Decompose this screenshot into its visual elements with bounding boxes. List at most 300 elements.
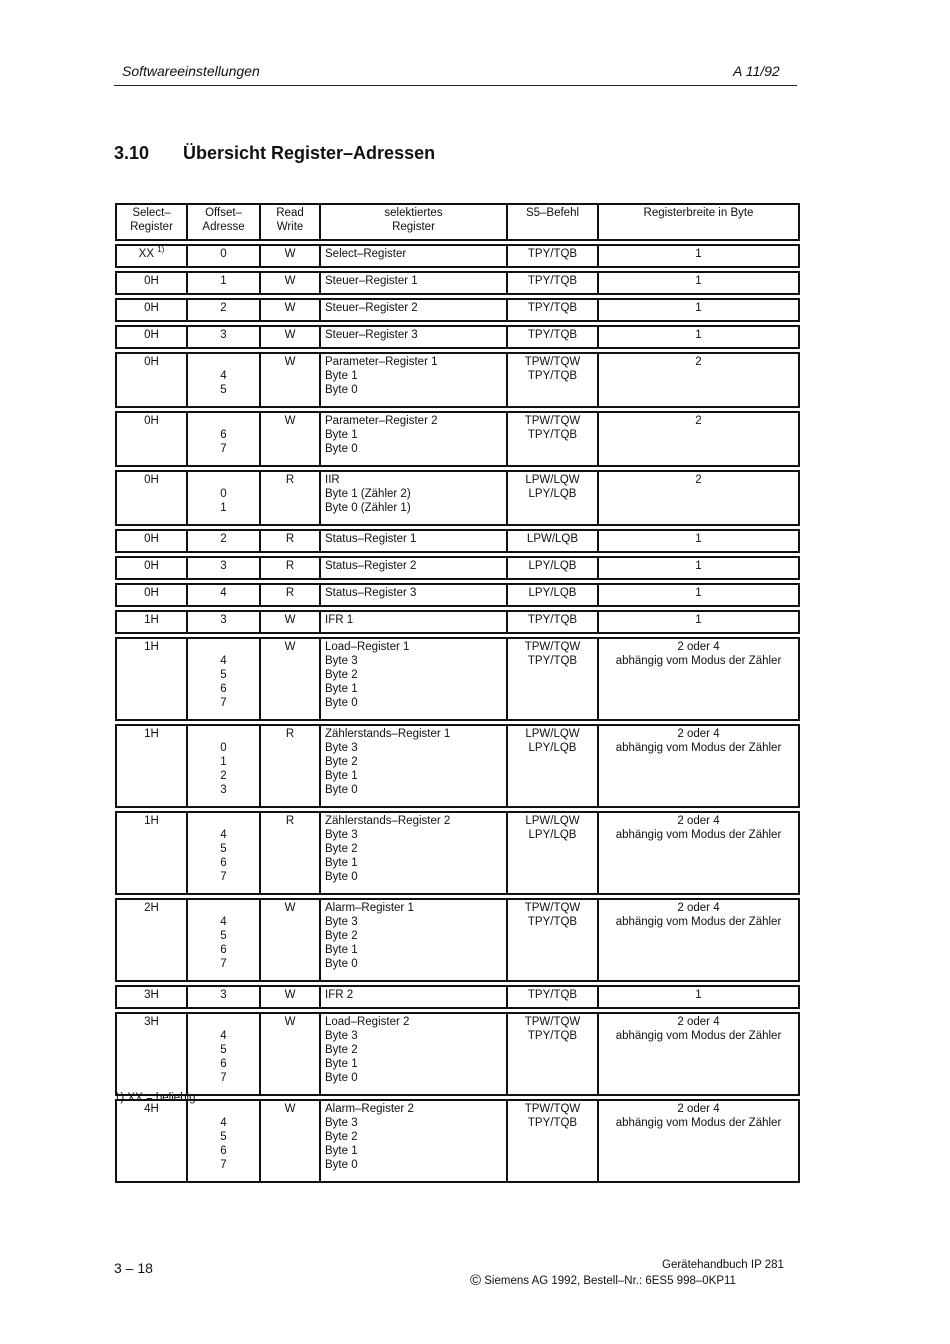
table-row: [115, 411, 800, 467]
cell-line: 2: [695, 356, 702, 368]
cell-register-width: [599, 411, 800, 467]
cell-select-register: [115, 1012, 188, 1096]
cell-line: 2: [220, 770, 227, 782]
cell-line: Byte 0: [325, 784, 358, 796]
cell-line: 7: [220, 697, 227, 709]
cell-selected-register: [321, 1012, 508, 1096]
cell-line: [191, 414, 256, 428]
cell-s5-command: [508, 470, 599, 526]
cell-line: 2: [695, 415, 702, 427]
cell-line: [191, 1102, 256, 1116]
table-row: [115, 637, 800, 721]
cell-selected-register: [321, 724, 508, 808]
cell-selected-register: [321, 898, 508, 982]
cell-line: 6: [220, 1145, 227, 1157]
select-value: 2H: [144, 902, 159, 914]
cell-s5-command: [508, 610, 599, 634]
cell-line: Select–Register: [325, 248, 407, 260]
cell-line: Parameter–Register 2: [325, 415, 438, 427]
cell-read-write: R: [261, 556, 321, 580]
cell-line: TPW/TQW: [524, 902, 581, 914]
table-header: [115, 203, 800, 241]
table-row: [115, 1099, 800, 1183]
cell-line: 5: [220, 930, 227, 942]
cell-line: 1: [695, 587, 702, 599]
cell-offset-address: [188, 610, 261, 634]
select-value: XX: [138, 248, 154, 260]
select-value: 0H: [144, 329, 159, 341]
cell-line: TPY/TQB: [527, 989, 578, 1001]
cell-select-register: [115, 556, 188, 580]
cell-register-width: [599, 352, 800, 408]
cell-line: [191, 901, 256, 915]
table-row: [115, 985, 800, 1009]
cell-line: Status–Register 3: [325, 587, 417, 599]
cell-line: 1: [695, 248, 702, 260]
cell-line: 0: [220, 248, 227, 260]
cell-line: [191, 473, 256, 487]
cell-line: LPW/LQB: [526, 533, 579, 545]
table-row: [115, 610, 800, 634]
cell-register-width: [599, 556, 800, 580]
table-body: [115, 244, 800, 1183]
cell-selected-register: [321, 352, 508, 408]
section-number: 3.10: [114, 143, 150, 163]
cell-line: Byte 0: [325, 443, 358, 455]
cell-line: 2: [695, 474, 702, 486]
cell-line: 7: [220, 443, 227, 455]
cell-line: 1: [695, 302, 702, 314]
cell-selected-register: [321, 1099, 508, 1183]
cell-line: 1: [695, 989, 702, 1001]
cell-offset-address: [188, 985, 261, 1009]
footnote-marker: 1): [157, 245, 165, 255]
cell-selected-register: [321, 556, 508, 580]
cell-line: 1: [220, 502, 227, 514]
cell-line: TPW/TQW: [524, 1103, 581, 1115]
cell-read-write: R: [261, 811, 321, 895]
cell-line: 1: [695, 560, 702, 572]
select-value: 1H: [144, 641, 159, 653]
cell-s5-command: [508, 244, 599, 268]
cell-s5-command: [508, 1012, 599, 1096]
cell-read-write: R: [261, 470, 321, 526]
cell-offset-address: [188, 1012, 261, 1096]
cell-line: 6: [220, 857, 227, 869]
select-value: 0H: [144, 587, 159, 599]
running-header-edition: A 11/92: [733, 63, 780, 79]
cell-offset-address: [188, 298, 261, 322]
cell-line: Steuer–Register 2: [325, 302, 418, 314]
table-row: [115, 529, 800, 553]
cell-line: Byte 0: [325, 1072, 358, 1084]
cell-selected-register: [321, 470, 508, 526]
cell-read-write: R: [261, 583, 321, 607]
cell-s5-command: [508, 724, 599, 808]
cell-line: Byte 3: [325, 916, 358, 928]
cell-line: TPY/TQB: [527, 614, 578, 626]
cell-read-write: W: [261, 298, 321, 322]
cell-offset-address: [188, 244, 261, 268]
cell-offset-address: [188, 352, 261, 408]
cell-select-register: [115, 610, 188, 634]
cell-line: 4: [220, 587, 227, 599]
cell-offset-address: [188, 556, 261, 580]
column-header-select-register: [115, 203, 188, 241]
cell-line: 2 oder 4: [677, 902, 720, 914]
table-row: [115, 811, 800, 895]
cell-s5-command: [508, 352, 599, 408]
table-row: [115, 325, 800, 349]
cell-line: 0: [220, 742, 227, 754]
column-header-read-write: [261, 203, 321, 241]
cell-select-register: [115, 529, 188, 553]
cell-offset-address: [188, 1099, 261, 1183]
copyright-symbol: ©: [470, 1272, 482, 1289]
table-row: [115, 244, 800, 268]
cell-read-write: W: [261, 610, 321, 634]
cell-line: 2 oder 4: [677, 1016, 720, 1028]
table-row: [115, 556, 800, 580]
cell-line: Alarm–Register 2: [325, 1103, 414, 1115]
cell-s5-command: [508, 637, 599, 721]
select-value: 4H: [144, 1103, 159, 1115]
cell-line: 3: [220, 784, 227, 796]
cell-offset-address: [188, 325, 261, 349]
publisher-text: Siemens AG 1992, Bestell–Nr.: 6ES5 998–0KP11: [484, 1275, 736, 1287]
cell-line: 6: [220, 944, 227, 956]
cell-selected-register: [321, 244, 508, 268]
cell-line: 7: [220, 871, 227, 883]
cell-line: Load–Register 1: [325, 641, 410, 653]
cell-register-width: [599, 325, 800, 349]
cell-s5-command: [508, 583, 599, 607]
header-line: Select–: [132, 207, 171, 219]
cell-register-width: [599, 529, 800, 553]
select-value: 0H: [144, 302, 159, 314]
cell-line: Byte 3: [325, 742, 358, 754]
cell-line: Zählerstands–Register 1: [325, 728, 451, 740]
cell-line: LPY/LQB: [528, 560, 577, 572]
cell-offset-address: [188, 637, 261, 721]
section-heading: [114, 143, 435, 164]
cell-register-width: [599, 1012, 800, 1096]
table-row: [115, 1012, 800, 1096]
cell-offset-address: [188, 271, 261, 295]
header-line: Adresse: [202, 221, 245, 233]
cell-read-write: W: [261, 1099, 321, 1183]
header-line: Register: [130, 221, 173, 233]
cell-s5-command: [508, 298, 599, 322]
select-value: 0H: [144, 275, 159, 287]
cell-line: Byte 3: [325, 655, 358, 667]
table-row: [115, 583, 800, 607]
cell-line: 2 oder 4: [677, 728, 720, 740]
cell-line: 1: [220, 756, 227, 768]
cell-offset-address: [188, 898, 261, 982]
header-line: Write: [276, 221, 304, 233]
cell-line: Byte 2: [325, 1044, 358, 1056]
cell-line: 2 oder 4: [677, 1103, 720, 1115]
cell-line: TPY/TQB: [527, 275, 578, 287]
cell-line: 4: [220, 1030, 227, 1042]
cell-select-register: [115, 724, 188, 808]
cell-line: 2: [220, 302, 227, 314]
cell-line: 6: [220, 683, 227, 695]
column-header-register-width: [599, 203, 800, 241]
cell-read-write: W: [261, 352, 321, 408]
cell-selected-register: [321, 583, 508, 607]
table-row: [115, 298, 800, 322]
cell-read-write: W: [261, 898, 321, 982]
cell-line: TPY/TQB: [527, 248, 578, 260]
cell-select-register: [115, 898, 188, 982]
cell-select-register: [115, 352, 188, 408]
cell-line: 4: [220, 370, 227, 382]
cell-register-width: [599, 470, 800, 526]
cell-s5-command: [508, 271, 599, 295]
handbook-title: Gerätehandbuch IP 281: [662, 1259, 784, 1271]
cell-line: Byte 0: [325, 1159, 358, 1171]
cell-offset-address: [188, 411, 261, 467]
cell-s5-command: [508, 1099, 599, 1183]
cell-s5-command: [508, 529, 599, 553]
cell-line: Load–Register 2: [325, 1016, 410, 1028]
header-rule: [114, 85, 797, 86]
cell-line: TPY/TQB: [527, 302, 578, 314]
cell-register-width: [599, 244, 800, 268]
cell-line: 3: [220, 560, 227, 572]
cell-line: 2: [220, 533, 227, 545]
header-line: Registerbreite in Byte: [643, 207, 754, 219]
cell-offset-address: [188, 811, 261, 895]
cell-line: Byte 0 (Zähler 1): [325, 502, 411, 514]
column-header-selected-register: [321, 203, 508, 241]
cell-line: 6: [220, 1058, 227, 1070]
cell-select-register: [115, 298, 188, 322]
cell-line: 5: [220, 843, 227, 855]
cell-read-write: W: [261, 271, 321, 295]
footnote: 1) XX = beliebig: [114, 1092, 196, 1104]
cell-line: 0: [220, 488, 227, 500]
cell-line: 5: [220, 669, 227, 681]
cell-line: IIR: [325, 474, 340, 486]
cell-line: Byte 0: [325, 697, 358, 709]
table-row: [115, 352, 800, 408]
cell-line: 7: [220, 1072, 227, 1084]
select-value: 0H: [144, 474, 159, 486]
cell-line: 3: [220, 614, 227, 626]
cell-s5-command: [508, 811, 599, 895]
section-title: Übersicht Register–Adressen: [183, 143, 436, 163]
cell-selected-register: [321, 325, 508, 349]
header-line: Register: [392, 221, 435, 233]
table-row: [115, 724, 800, 808]
cell-line: Byte 1: [325, 944, 358, 956]
cell-register-width: [599, 724, 800, 808]
select-value: 3H: [144, 989, 159, 1001]
cell-line: [191, 640, 256, 654]
cell-s5-command: [508, 985, 599, 1009]
cell-select-register: [115, 985, 188, 1009]
cell-line: [191, 355, 256, 369]
column-header-s5-command: [508, 203, 599, 241]
cell-read-write: W: [261, 411, 321, 467]
cell-line: 5: [220, 1131, 227, 1143]
cell-selected-register: [321, 298, 508, 322]
cell-line: LPW/LQW: [525, 728, 580, 740]
cell-line: Byte 1: [325, 1058, 358, 1070]
cell-line: 4: [220, 655, 227, 667]
header-line: Offset–: [205, 207, 242, 219]
table-row: [115, 271, 800, 295]
cell-line: LPY/LQB: [528, 829, 577, 841]
cell-line: Byte 2: [325, 843, 358, 855]
register-address-table: [115, 200, 800, 1186]
cell-line: 3: [220, 329, 227, 341]
cell-select-register: [115, 1099, 188, 1183]
cell-line: abhängig vom Modus der Zähler: [615, 1030, 782, 1042]
cell-line: TPW/TQW: [524, 356, 581, 368]
cell-line: TPY/TQB: [527, 1030, 578, 1042]
cell-line: 4: [220, 829, 227, 841]
select-value: 0H: [144, 415, 159, 427]
cell-line: 5: [220, 384, 227, 396]
cell-line: Byte 1: [325, 770, 358, 782]
cell-line: Byte 1: [325, 429, 358, 441]
header-row: [115, 203, 800, 241]
cell-line: 4: [220, 916, 227, 928]
cell-line: 1: [695, 533, 702, 545]
cell-line: Byte 1: [325, 683, 358, 695]
cell-register-width: [599, 298, 800, 322]
cell-line: abhängig vom Modus der Zähler: [615, 1117, 782, 1129]
header-line: S5–Befehl: [525, 207, 580, 219]
cell-line: 1: [695, 614, 702, 626]
cell-register-width: [599, 271, 800, 295]
cell-register-width: [599, 583, 800, 607]
cell-selected-register: [321, 811, 508, 895]
cell-line: Zählerstands–Register 2: [325, 815, 451, 827]
cell-line: IFR 1: [325, 614, 354, 626]
cell-select-register: [115, 583, 188, 607]
cell-line: Byte 0: [325, 871, 358, 883]
cell-line: TPY/TQB: [527, 329, 578, 341]
cell-line: Byte 2: [325, 1131, 358, 1143]
select-value: 1H: [144, 815, 159, 827]
cell-line: TPY/TQB: [527, 1117, 578, 1129]
cell-register-width: [599, 637, 800, 721]
cell-line: Byte 0: [325, 384, 358, 396]
cell-line: Byte 1: [325, 857, 358, 869]
cell-line: 2 oder 4: [677, 641, 720, 653]
publisher-line: [470, 1272, 736, 1289]
cell-line: TPY/TQB: [527, 655, 578, 667]
cell-line: Byte 3: [325, 1117, 358, 1129]
cell-line: abhängig vom Modus der Zähler: [615, 916, 782, 928]
cell-register-width: [599, 898, 800, 982]
cell-read-write: W: [261, 244, 321, 268]
header-line: Read: [276, 207, 304, 219]
cell-line: Byte 2: [325, 930, 358, 942]
cell-line: [191, 1015, 256, 1029]
select-value: 0H: [144, 560, 159, 572]
cell-line: LPY/LQB: [528, 742, 577, 754]
cell-line: TPW/TQW: [524, 641, 581, 653]
cell-line: LPY/LQB: [528, 587, 577, 599]
cell-line: Byte 1 (Zähler 2): [325, 488, 411, 500]
column-header-offset-address: [188, 203, 261, 241]
cell-select-register: [115, 811, 188, 895]
cell-line: LPW/LQW: [525, 474, 580, 486]
cell-line: abhängig vom Modus der Zähler: [615, 655, 782, 667]
cell-line: TPY/TQB: [527, 429, 578, 441]
cell-line: 7: [220, 1159, 227, 1171]
cell-selected-register: [321, 529, 508, 553]
cell-line: TPW/TQW: [524, 415, 581, 427]
cell-select-register: [115, 637, 188, 721]
cell-register-width: [599, 985, 800, 1009]
cell-offset-address: [188, 724, 261, 808]
running-header-title: Softwareeinstellungen: [122, 63, 260, 79]
cell-selected-register: [321, 637, 508, 721]
cell-line: 3: [220, 989, 227, 1001]
table-row: [115, 470, 800, 526]
cell-line: IFR 2: [325, 989, 354, 1001]
cell-register-width: [599, 1099, 800, 1183]
cell-offset-address: [188, 583, 261, 607]
cell-offset-address: [188, 529, 261, 553]
cell-line: 7: [220, 958, 227, 970]
cell-s5-command: [508, 556, 599, 580]
cell-selected-register: [321, 271, 508, 295]
cell-line: Steuer–Register 3: [325, 329, 418, 341]
cell-selected-register: [321, 610, 508, 634]
cell-line: LPY/LQB: [528, 488, 577, 500]
cell-select-register: [115, 411, 188, 467]
cell-line: Byte 3: [325, 1030, 358, 1042]
cell-line: [191, 727, 256, 741]
cell-line: abhängig vom Modus der Zähler: [615, 742, 782, 754]
cell-line: 6: [220, 429, 227, 441]
cell-read-write: R: [261, 529, 321, 553]
cell-line: abhängig vom Modus der Zähler: [615, 829, 782, 841]
cell-line: 5: [220, 1044, 227, 1056]
cell-line: 1: [220, 275, 227, 287]
cell-line: Status–Register 1: [325, 533, 417, 545]
cell-line: Byte 2: [325, 756, 358, 768]
cell-select-register: [115, 271, 188, 295]
cell-line: Byte 0: [325, 958, 358, 970]
cell-line: 1: [695, 275, 702, 287]
cell-line: TPW/TQW: [524, 1016, 581, 1028]
cell-line: 4: [220, 1117, 227, 1129]
header-line: selektiertes: [384, 207, 443, 219]
cell-select-register: [115, 325, 188, 349]
cell-line: Steuer–Register 1: [325, 275, 418, 287]
page-number: 3 – 18: [114, 1260, 153, 1276]
cell-read-write: W: [261, 985, 321, 1009]
cell-read-write: W: [261, 1012, 321, 1096]
cell-line: TPY/TQB: [527, 916, 578, 928]
cell-line: Parameter–Register 1: [325, 356, 438, 368]
cell-read-write: R: [261, 724, 321, 808]
cell-line: Status–Register 2: [325, 560, 417, 572]
cell-selected-register: [321, 985, 508, 1009]
select-value: 0H: [144, 356, 159, 368]
cell-selected-register: [321, 411, 508, 467]
cell-line: TPY/TQB: [527, 370, 578, 382]
